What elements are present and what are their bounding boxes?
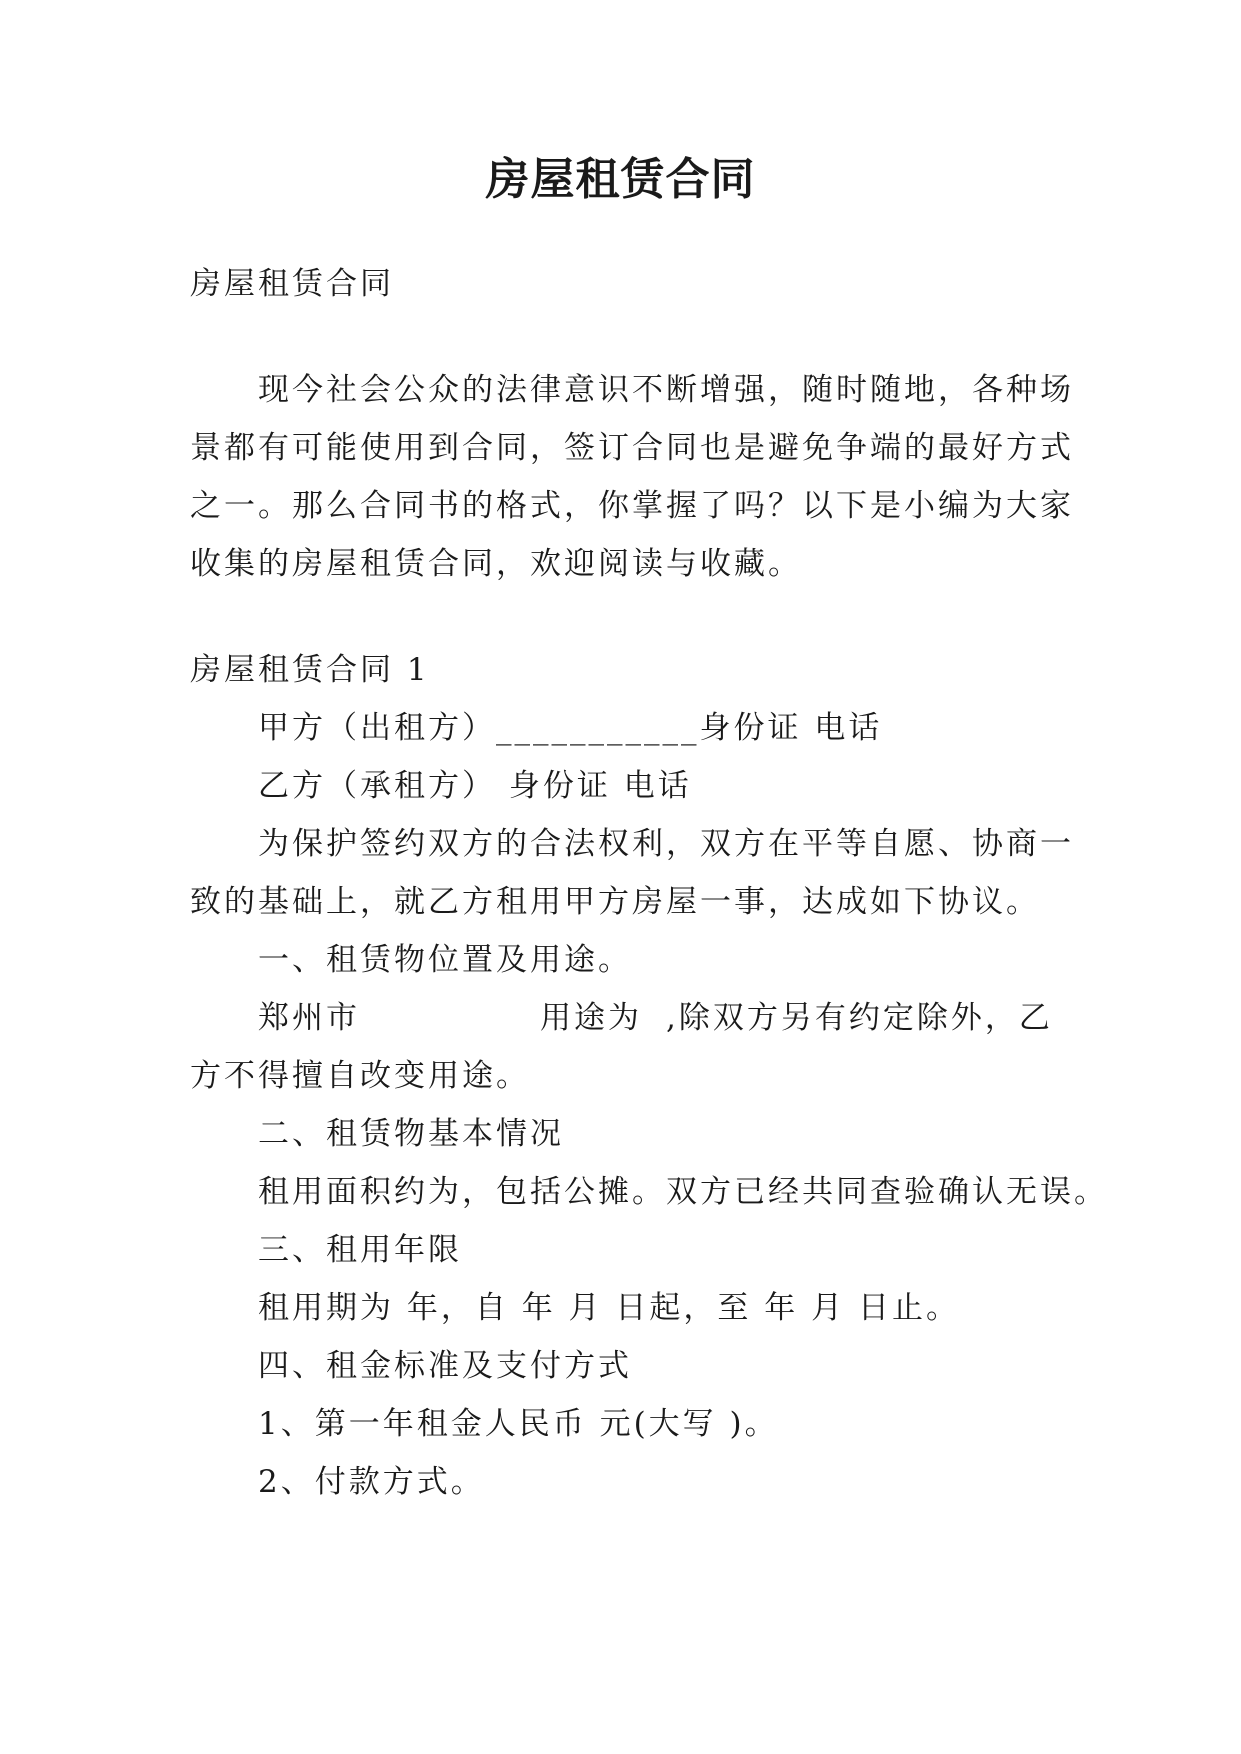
intro-line-2: 景都有可能使用到合同，签订合同也是避免争端的最好方式 [190, 430, 1074, 466]
clause-4-item-1: 1、第一年租金人民币 元(大写 )。 [258, 1406, 779, 1442]
party-a-line [258, 706, 882, 750]
purpose-line-1: 为保护签约双方的合法权利，双方在平等自愿、协商一 [258, 826, 1074, 862]
party-a-rest: 身份证 电话 [699, 710, 883, 746]
clause-2-body: 租用面积约为，包括公摊。双方已经共同查验确认无误。 [258, 1174, 1108, 1210]
clause-3-body: 租用期为 年，自 年 月 日起，至 年 月 日止。 [258, 1290, 960, 1326]
clause-3-heading: 三、租用年限 [258, 1232, 462, 1268]
document-title: 房屋租赁合同 [485, 154, 756, 205]
intro-line-4: 收集的房屋租赁合同，欢迎阅读与收藏。 [190, 546, 802, 582]
clause-1-city: 郑州市 [258, 1000, 360, 1036]
clause-1-line-2: 方不得擅自改变用途。 [190, 1058, 530, 1094]
clause-1-use-label: 用途为 [540, 1000, 642, 1036]
clause-1-restriction: ,除双方另有约定除外，乙 [666, 1000, 1053, 1036]
document-subtitle: 房屋租赁合同 [190, 266, 394, 302]
party-b-line: 乙方（承租方） 身份证 电话 [258, 768, 692, 804]
clause-1-heading: 一、租赁物位置及用途。 [258, 942, 632, 978]
purpose-line-2: 致的基础上，就乙方租用甲方房屋一事，达成如下协议。 [190, 884, 1040, 920]
clause-2-heading: 二、租赁物基本情况 [258, 1116, 564, 1152]
clause-4-heading: 四、租金标准及支付方式 [258, 1348, 632, 1384]
section-heading: 房屋租赁合同 1 [190, 652, 430, 688]
party-a-blank: ___________ [496, 710, 700, 746]
intro-line-3: 之一。那么合同书的格式，你掌握了吗？以下是小编为大家 [190, 488, 1074, 524]
party-a-label: 甲方（出租方） [258, 710, 496, 746]
clause-4-item-2: 2、付款方式。 [258, 1464, 485, 1500]
clause-1-line-1 [258, 996, 1053, 1040]
intro-line-1: 现今社会公众的法律意识不断增强，随时随地，各种场 [258, 372, 1074, 408]
